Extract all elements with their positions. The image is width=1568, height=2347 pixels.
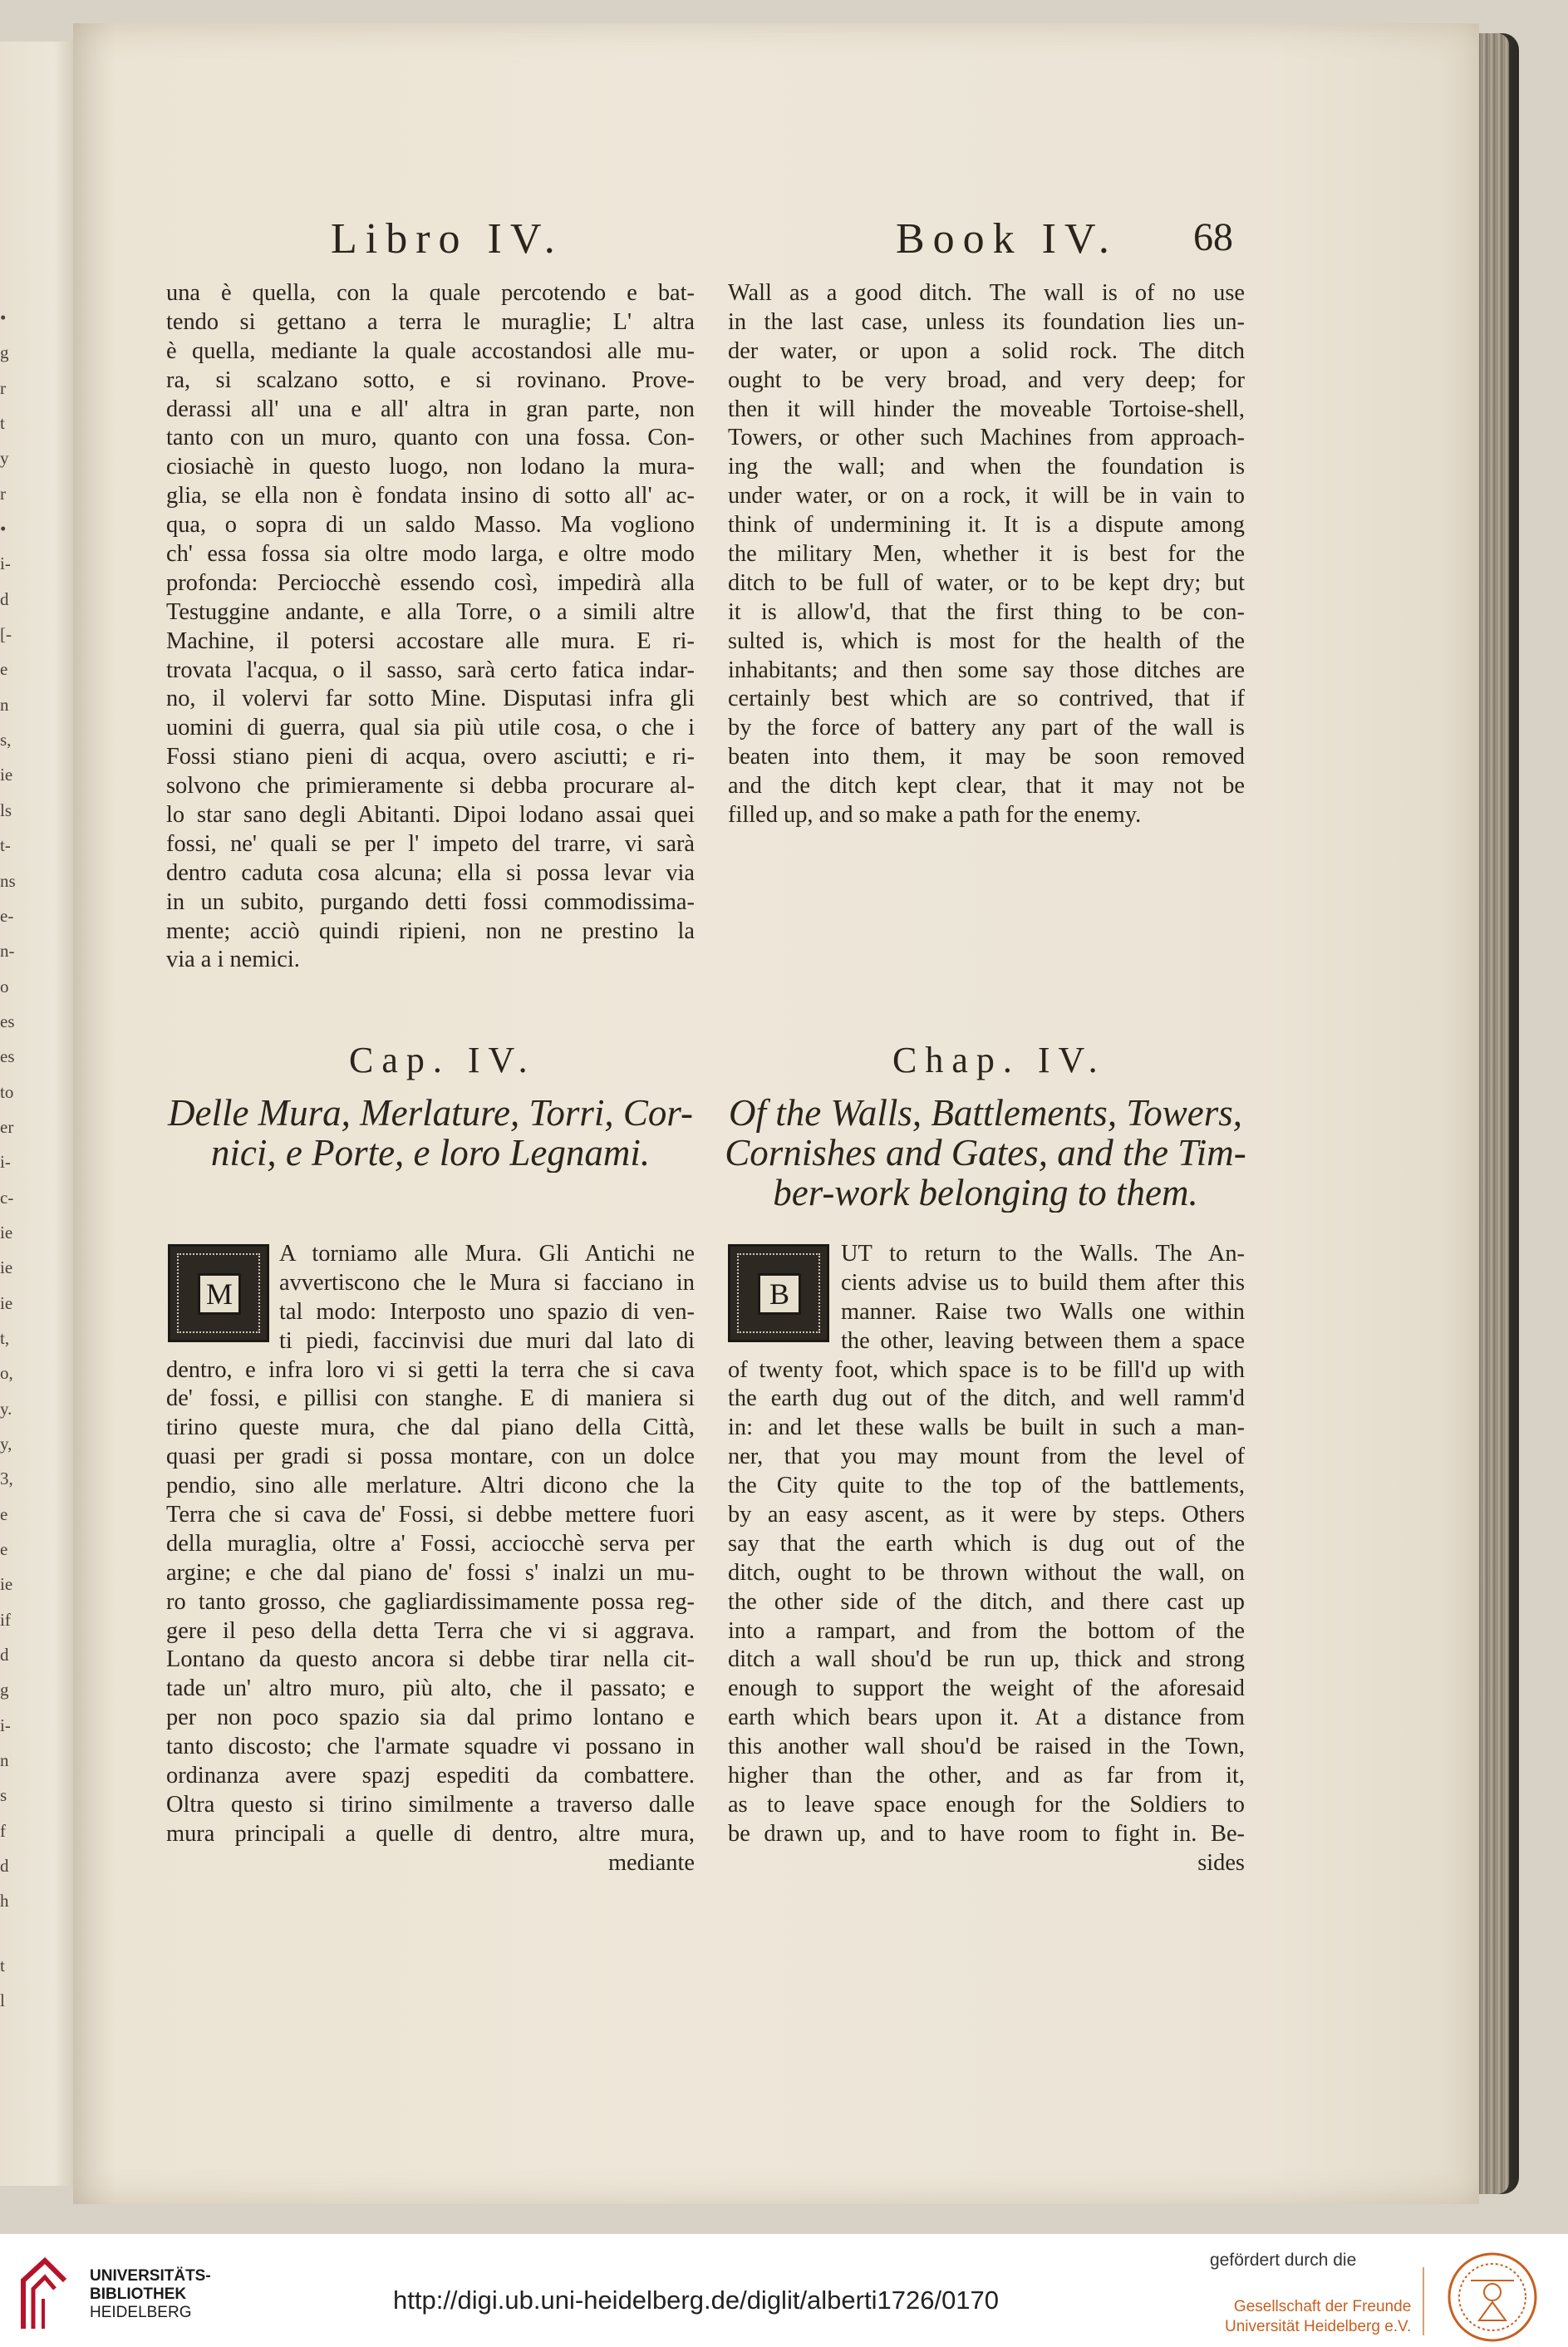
library-name-line-1: UNIVERSITÄTS- (90, 2267, 211, 2285)
previous-page-margin-fragment: l (0, 1990, 5, 2010)
italian-body-line: ordinanza avere spazj espediti da combattere. (166, 1763, 695, 1789)
italian-top-line: solvono che primieramente si debba procurare al- (166, 773, 695, 800)
title-en-line: Of the Walls, Battlements, Towers, (729, 1093, 1242, 1133)
title-it-line: nici, e Porte, e loro Legnami. (210, 1133, 651, 1173)
previous-page-margin-fragment: • (0, 519, 7, 539)
english-top-line: and the ditch kept clear, that it may not be (728, 773, 1245, 800)
english-body-line: this another wall shou'd be raised in the Town, (728, 1734, 1245, 1760)
previous-page-margin-fragment: d (0, 1645, 9, 1666)
english-top-line: under water, or on a rock, it will be in vain to (728, 483, 1245, 509)
previous-page-margin-fragment: o, (0, 1363, 13, 1384)
english-top-line: inhabitants; and then some say those ditches are (728, 657, 1245, 683)
italian-top-line: no, il volervi far sotto Mine. Disputasi infra gli (166, 686, 695, 712)
italian-top-line: lo star sano degli Abitanti. Dipoi lodano assai quei (166, 802, 695, 829)
previous-page-margin-fragment: t, (0, 1327, 10, 1348)
italian-top-line: Fossi stiano pieni di acqua, overo asciutti; e ri- (166, 744, 695, 770)
italian-top-line: uomini di guerra, qual sia più utile cosa, o che i (166, 715, 695, 741)
english-body-line: of twenty foot, which space is to be fill'd up with (728, 1356, 1245, 1383)
english-body-line: cients advise us to build them after this (841, 1269, 1245, 1296)
english-body-line: manner. Raise two Walls one within (841, 1298, 1245, 1325)
english-column-top (728, 279, 1245, 830)
previous-page-margin-fragment: n (0, 1750, 9, 1771)
english-top-line: think of undermining it. It is a dispute among (728, 512, 1245, 539)
previous-page-margin-fragment: e (0, 1539, 8, 1560)
previous-page-margin-fragment: y (0, 448, 9, 469)
previous-page-margin-letters (0, 308, 27, 2011)
english-body-line: the earth dug out of the ditch, and well ramm'd (728, 1385, 1245, 1412)
previous-page-margin-fragment: s (0, 1785, 7, 1806)
italian-top-line: Machine, il potersi accostare alle mura. E ri- (166, 627, 695, 654)
library-name (90, 2267, 211, 2322)
italian-top-line: ra, si scalzano sotto, e si rovinano. Prove- (166, 367, 695, 393)
italian-body-line: de' fossi, e pillisi con stanghe. E di maniera si (166, 1385, 695, 1412)
previous-page-margin-fragment: s, (0, 730, 12, 750)
previous-page-margin-fragment: • (0, 308, 7, 327)
italian-body-line: della muraglia, oltre a' Fossi, acciocchè serva per (166, 1530, 695, 1557)
italian-body-line: dentro, e infra loro vi si getti la terra che si cava (166, 1356, 695, 1383)
english-top-line: certainly best which are so contrived, that if (728, 686, 1245, 712)
previous-page-margin-fragment: [- (0, 624, 12, 645)
english-body-line: the City quite to the top of the battlements, (728, 1473, 1245, 1499)
italian-body-line: tal modo: Interposto uno spazio di ven- (279, 1298, 695, 1325)
chapter-title-english (720, 1093, 1251, 1213)
university-seal-icon (1446, 2251, 1539, 2344)
italian-body-line: per non poco spazio sia dal primo lontano e (166, 1705, 695, 1731)
decorated-initial-english (728, 1244, 829, 1342)
previous-page-margin-fragment: g (0, 342, 9, 363)
previous-page-margin-fragment: n- (0, 941, 15, 962)
english-top-line: the military Men, whether it is best for the (728, 541, 1245, 568)
english-body-line: say that the earth which is dug out of the (728, 1530, 1245, 1557)
running-head-right: Book IV. (896, 215, 1118, 263)
italian-body-line: avvertiscono che le Mura si facciano in (279, 1269, 695, 1296)
permalink[interactable]: http://digi.ub.uni-heidelberg.de/diglit/alberti1726/0170 (393, 2285, 1000, 2315)
english-body-line: the other, leaving between them a space (841, 1327, 1245, 1354)
previous-page-margin-fragment: ie (0, 1222, 13, 1242)
italian-top-line: derassi all' una e all' altra in gran parte, non (166, 396, 695, 422)
previous-page-margin-fragment: ie (0, 1574, 13, 1595)
english-body-line: ner, that you may mount from the level of (728, 1444, 1245, 1470)
previous-page-margin-fragment: ns (0, 870, 16, 891)
previous-page-margin-fragment: f (0, 1820, 6, 1841)
english-body-line: sides (1197, 1849, 1245, 1876)
previous-page-margin-fragment: r (0, 377, 6, 398)
english-top-line: Wall as a good ditch. The wall is of no use (728, 280, 1245, 306)
previous-page-edge (0, 42, 76, 2186)
previous-page-margin-fragment: d (0, 588, 9, 609)
italian-top-line: in un subito, purgando detti fossi commodissima- (166, 888, 695, 915)
previous-page-margin-fragment: t (0, 413, 5, 434)
previous-page-margin-fragment: n (0, 694, 9, 715)
english-body-line: higher than the other, and as far from it, (728, 1763, 1245, 1789)
italian-top-line: ch' essa fossa sia oltre modo larga, e oltre modo (166, 541, 695, 568)
italian-top-line: tendo si gettano a terra le muraglie; L' altra (166, 308, 695, 335)
italian-body-line: Oltra questo si tirino similmente a traverso dalle (166, 1791, 695, 1818)
previous-page-margin-fragment: e (0, 1503, 8, 1524)
italian-body-line: gere il peso della detta Terra che vi si aggrava. (166, 1617, 695, 1644)
previous-page-margin-fragment: ls (0, 800, 12, 820)
previous-page-margin-fragment: 3, (0, 1469, 13, 1489)
page-number: 68 (1193, 215, 1233, 259)
previous-page-margin-fragment: o (0, 976, 9, 996)
italian-top-line: dentro caduta cosa alcuna; ella si possa levar via (166, 859, 695, 886)
previous-page-margin-fragment: t- (0, 835, 11, 856)
english-body-line: ditch a wall shou'd be run up, thick and strong (728, 1646, 1245, 1673)
italian-body-line: quasi per gradi si possa montare, con un dolce (166, 1444, 695, 1470)
italian-body-line: mura principali a quelle di dentro, altre mura, (166, 1820, 695, 1847)
decorated-initial-italian (168, 1244, 269, 1342)
previous-page-margin-fragment: ie (0, 1257, 13, 1278)
italian-body-line: tirino queste mura, che dal piano della Città, (166, 1415, 695, 1441)
italian-top-line: tanto con un muro, quanto con una fossa. Con- (166, 425, 695, 451)
sponsor-name (1225, 2297, 1411, 2337)
previous-page-margin-fragment: c- (0, 1187, 14, 1208)
viewer-footer (0, 2234, 1568, 2347)
previous-page-margin-fragment: i- (0, 1715, 11, 1735)
previous-page-margin-fragment: y, (0, 1434, 12, 1454)
italian-top-line: profonda: Perciocchè essendo così, impedirà alla (166, 569, 695, 596)
italian-top-line: glia, se ella non è fondata insino di sotto all' ac- (166, 483, 695, 509)
previous-page-margin-fragment: i- (0, 554, 11, 574)
previous-page-margin-fragment: d (0, 1856, 9, 1877)
italian-body-line: A torniamo alle Mura. Gli Antichi ne (279, 1241, 695, 1267)
english-top-line: ditch to be full of water, or to be kept dry; but (728, 569, 1245, 596)
sponsor-divider (1423, 2267, 1424, 2335)
english-body-line: into a rampart, and from the bottom of the (728, 1617, 1245, 1644)
italian-top-line: fossi, ne' quali se per l' impeto del trarre, vi sarà (166, 830, 695, 857)
previous-page-margin-fragment: t (0, 1955, 5, 1976)
italian-body-line: ti piedi, faccinvisi due muri dal lato di (279, 1327, 695, 1354)
italian-body-line: Terra che si cava de' Fossi, si debbe mettere fuori (166, 1502, 695, 1528)
chapter-label-english: Chap. IV. (892, 1040, 1106, 1080)
chapter-label-italian: Cap. IV. (349, 1040, 536, 1080)
english-top-line: by the force of battery any part of the wall is (728, 715, 1245, 741)
english-body-line: in: and let these walls be built in such a man- (728, 1415, 1245, 1441)
italian-body-line: pendio, sino alle merlature. Altri dicono che la (166, 1473, 695, 1499)
previous-page-margin-fragment: ie (0, 1292, 13, 1313)
italian-body-line: tanto discosto; che l'armate squadre vi possano in (166, 1734, 695, 1760)
previous-page-margin-fragment: h (0, 1891, 9, 1912)
italian-body-line: Lontano da questo ancora si debbe tirar nella cit- (166, 1646, 695, 1673)
previous-page-margin-fragment: y. (0, 1398, 12, 1419)
english-body-line: as to leave space enough for the Soldiers to (728, 1791, 1245, 1818)
previous-page-margin-fragment: e- (0, 905, 14, 926)
english-top-line: it is allow'd, that the first thing to be con- (728, 598, 1245, 625)
english-body-line: be drawn up, and to have room to fight in. Be- (728, 1820, 1245, 1847)
italian-top-line: trovata l'acqua, o il sasso, sarà certo fatica indar- (166, 657, 695, 683)
sponsor-line-2: Universität Heidelberg e.V. (1225, 2318, 1412, 2335)
title-it-line: Delle Mura, Merlature, Torri, Cor- (167, 1093, 694, 1133)
english-top-line: ing the wall; and when the foundation is (728, 454, 1245, 480)
italian-column-top (166, 279, 695, 975)
initial-letter-italian: M (198, 1273, 241, 1315)
previous-page-margin-fragment: if (0, 1609, 11, 1630)
library-name-line-3: HEIDELBERG (90, 2304, 192, 2321)
english-top-line: sulted is, which is most for the health of the (728, 627, 1245, 654)
italian-top-line: una è quella, con la quale percotendo e bat- (166, 280, 695, 306)
italian-body-line: mediante (607, 1849, 695, 1876)
italian-top-line: mente; acciò quindi ripieni, non ne prestino la (166, 918, 695, 944)
italian-body-line: argine; e che dal piano de' fossi s' inalzi un mu- (166, 1559, 695, 1586)
running-head-left: Libro IV. (331, 215, 563, 263)
previous-page-margin-fragment: g (0, 1680, 9, 1700)
english-top-line: der water, or upon a solid rock. The ditch (728, 337, 1245, 364)
english-top-line: beaten into them, it may be soon removed (728, 744, 1245, 770)
previous-page-margin-fragment: es (0, 1011, 15, 1031)
italian-body-line: tade un' altro muro, più alto, che il passato; e (166, 1675, 695, 1702)
italian-top-line: Testuggine andante, e alla Torre, o a simili altre (166, 598, 695, 625)
previous-page-margin-fragment: es (0, 1046, 15, 1067)
previous-page-margin-fragment: i- (0, 1152, 11, 1173)
english-top-line: ought to be very broad, and very deep; for (728, 367, 1245, 393)
previous-page-margin-fragment: er (0, 1116, 14, 1137)
library-logo-icon (18, 2252, 70, 2335)
previous-page-margin-fragment: e (0, 659, 8, 680)
english-body-line: ditch, ought to be thrown without the wall, on (728, 1559, 1245, 1586)
english-body-line: by an easy ascent, as it were by steps. Others (728, 1502, 1245, 1528)
sponsor-caption: gefördert durch die (1210, 2251, 1357, 2270)
previous-page-margin-fragment: r (0, 483, 6, 504)
italian-top-line: è quella, mediante la quale accostandosi alle mu- (166, 337, 695, 364)
chapter-title-italian (166, 1093, 695, 1173)
english-top-line: in the last case, unless its foundation lies un- (728, 308, 1245, 335)
english-top-line: filled up, and so make a path for the enemy. (728, 802, 1142, 829)
italian-top-line: ciosiachè in questo luogo, non lodano la mura- (166, 454, 695, 480)
italian-top-line: via a i nemici. (166, 947, 300, 973)
previous-page-margin-fragment: to (0, 1081, 14, 1102)
english-body-line: enough to support the weight of the aforesaid (728, 1675, 1245, 1702)
library-name-line-2: BIBLIOTHEK (90, 2285, 187, 2303)
title-en-line: Cornishes and Gates, and the Tim- (725, 1133, 1246, 1173)
italian-top-line: qua, o sopra di un saldo Masso. Ma vogliono (166, 512, 695, 539)
initial-letter-english: B (758, 1273, 801, 1315)
english-body-line: UT to return to the Walls. The An- (841, 1241, 1245, 1267)
title-en-line: ber-work belonging to them. (773, 1173, 1198, 1213)
italian-body-line: ro tanto grosso, che gagliardissimamente possa reg- (166, 1588, 695, 1615)
english-body-line: the other side of the ditch, and there cast up (728, 1588, 1245, 1615)
sponsor-line-1: Gesellschaft der Freunde (1233, 2298, 1412, 2315)
previous-page-margin-fragment: ie (0, 765, 13, 785)
english-top-line: then it will hinder the moveable Tortoise-shell, (728, 396, 1245, 422)
english-body-line: earth which bears upon it. At a distance from (728, 1705, 1245, 1731)
english-top-line: Towers, or other such Machines from approach- (728, 425, 1245, 451)
